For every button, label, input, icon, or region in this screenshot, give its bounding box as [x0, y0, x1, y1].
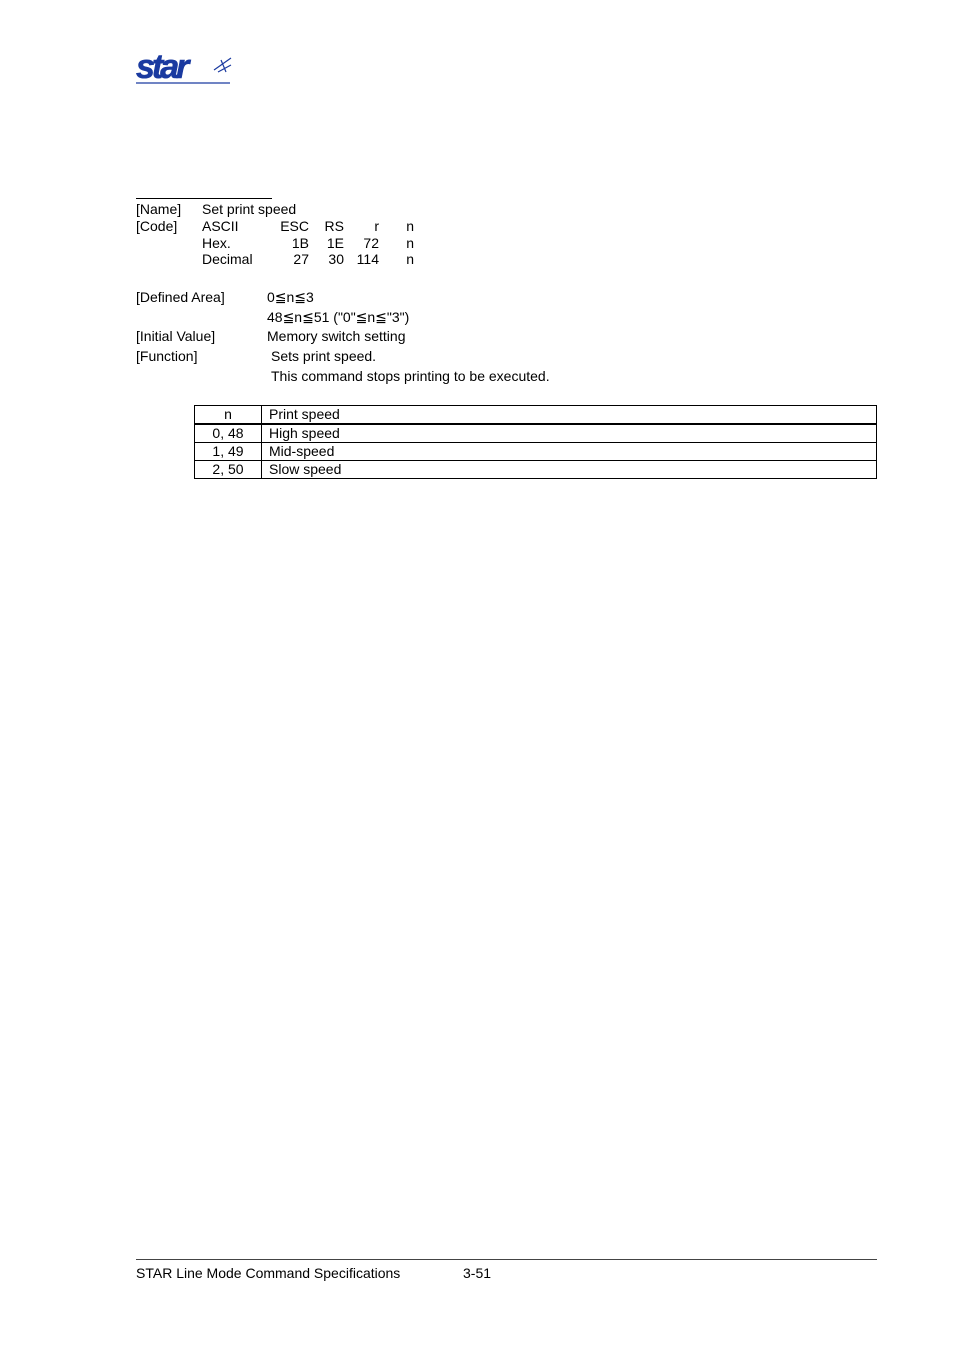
code-cell: 30: [328, 251, 344, 267]
code-cell: 1B: [291, 235, 309, 251]
name-value: Set print speed: [202, 201, 297, 217]
code-cell: 72: [363, 235, 379, 251]
code-cell: RS: [324, 218, 344, 234]
defined-area-line: 48≦n≦51 ("0"≦n≦"3"): [267, 309, 410, 325]
code-cell: n: [406, 218, 414, 234]
table-header-print-speed: Print speed: [262, 406, 877, 425]
logo-star-mark-icon: [214, 58, 231, 72]
table-row: [195, 461, 877, 479]
code-row-label: ASCII: [202, 218, 239, 234]
table-header-row: [195, 406, 877, 425]
logo-wordmark: star: [136, 50, 187, 84]
table-cell-n: 0, 48: [195, 424, 262, 443]
table-cell-speed: High speed: [262, 424, 877, 443]
print-speed-table: [194, 405, 877, 479]
function-label: [Function]: [136, 348, 198, 364]
defined-area-label: [Defined Area]: [136, 289, 225, 305]
table-cell-speed: Slow speed: [262, 461, 877, 479]
code-row-label: Hex.: [202, 235, 231, 251]
code-cell: 114: [356, 251, 379, 267]
code-label: [Code]: [136, 218, 178, 234]
code-row-label: Decimal: [202, 251, 253, 267]
function-line: Sets print speed.: [271, 348, 377, 364]
command-heading-rule: [136, 198, 272, 199]
table-cell-n: 2, 50: [195, 461, 262, 479]
code-cell: ESC: [280, 218, 309, 234]
code-cell: n: [406, 251, 414, 267]
table-row: [195, 424, 877, 443]
table-row: [195, 443, 877, 461]
code-cell: n: [406, 235, 414, 251]
defined-area-line: 0≦n≦3: [267, 289, 314, 305]
initial-value: Memory switch setting: [267, 328, 406, 344]
footer-page-number: 3-51: [463, 1265, 492, 1281]
footer-doc-title: STAR Line Mode Command Specifications: [136, 1265, 401, 1281]
table-cell-n: 1, 49: [195, 443, 262, 461]
name-label: [Name]: [136, 201, 182, 217]
code-cell: r: [374, 218, 379, 234]
code-cell: 27: [293, 251, 309, 267]
initial-value-label: [Initial Value]: [136, 328, 216, 344]
function-line: This command stops printing to be executed.: [271, 368, 550, 384]
table-header-n: n: [195, 406, 262, 425]
footer-rule: [136, 1259, 877, 1260]
code-cell: 1E: [326, 235, 344, 251]
star-logo: [136, 50, 232, 84]
table-cell-speed: Mid-speed: [262, 443, 877, 461]
